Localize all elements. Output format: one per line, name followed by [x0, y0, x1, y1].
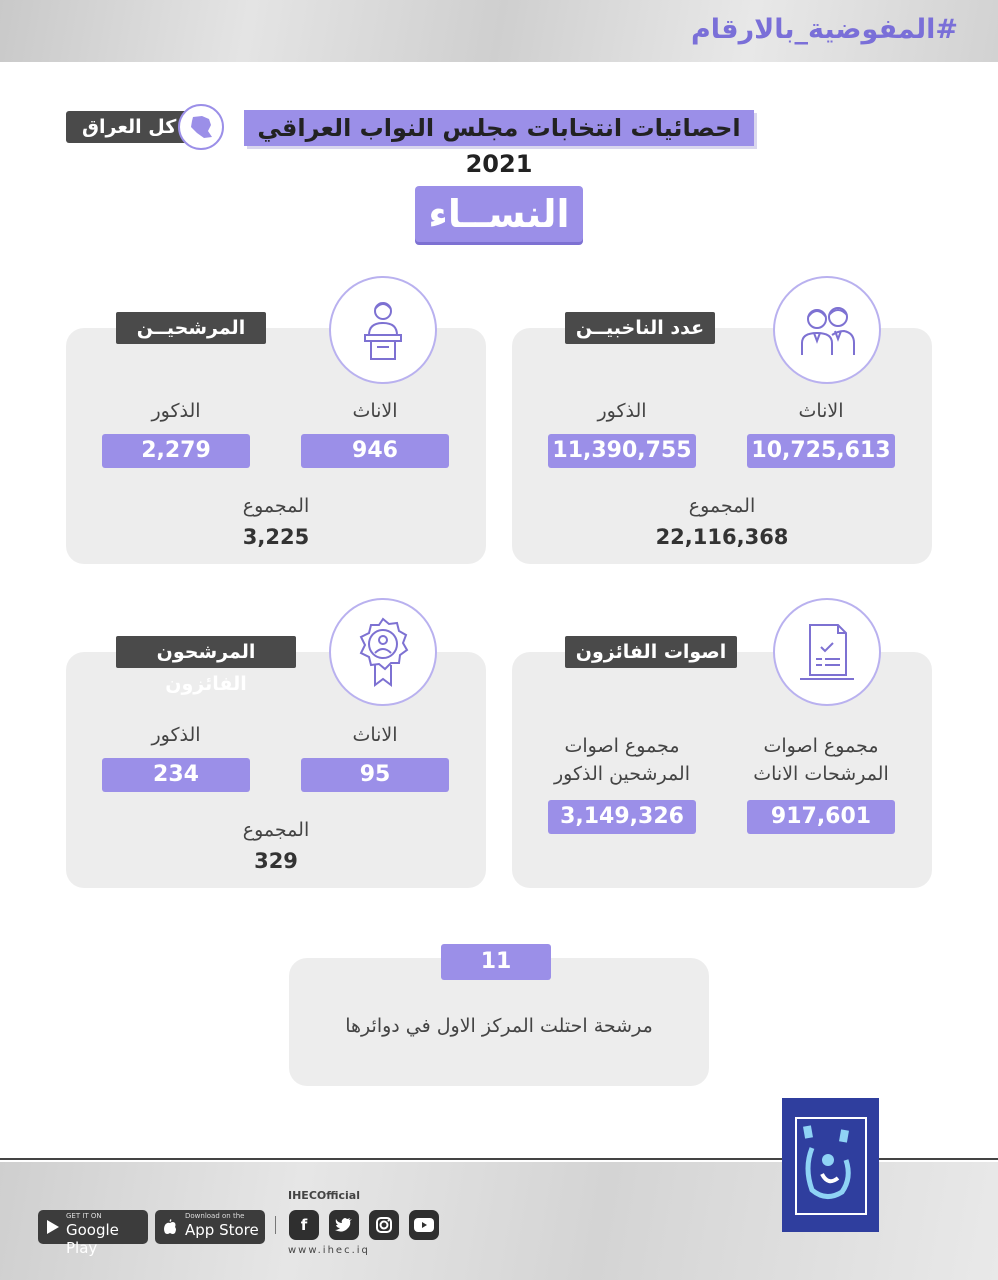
- twitter-icon[interactable]: [329, 1210, 359, 1240]
- hashtag-title: #المفوضية_بالارقام: [691, 14, 958, 45]
- candidates-male-label: الذكور: [151, 400, 201, 422]
- page-title: احصائيات انتخابات مجلس النواب العراقي 2021: [244, 110, 754, 146]
- winners-male-label: الذكور: [151, 724, 201, 746]
- facebook-icon[interactable]: f: [289, 1210, 319, 1240]
- first-place-text: مرشحة احتلت المركز الاول في دوائرها: [345, 1015, 653, 1037]
- winner-votes-female-label: [732, 732, 910, 788]
- voters-female-value: 10,725,613: [747, 434, 895, 468]
- candidates-male-value: 2,279: [102, 434, 250, 468]
- winner-votes-male-label: [533, 732, 711, 788]
- winner-votes-male-value: 3,149,326: [548, 800, 696, 834]
- winner-votes-female-label-line1: مجموع اصوات: [763, 735, 879, 757]
- app-store-button[interactable]: [155, 1210, 265, 1244]
- voters-total-value: 22,116,368: [655, 525, 789, 549]
- candidates-total-label: المجموع: [242, 495, 310, 517]
- voters-tag: عدد الناخبيــن: [565, 312, 715, 344]
- google-play-text: Google Play: [66, 1221, 119, 1257]
- winner-votes-female-label-line2: المرشحات الاناث: [753, 763, 889, 785]
- footer-separator: [275, 1216, 276, 1234]
- ballot-document-icon: [773, 598, 881, 706]
- google-play-small-text: GET IT ON: [66, 1212, 102, 1220]
- candidates-total-value: 3,225: [242, 525, 310, 549]
- app-store-text: App Store: [185, 1221, 259, 1239]
- region-label: كل العراق: [66, 111, 206, 143]
- award-badge-icon: [329, 598, 437, 706]
- winners-total-value: 329: [254, 849, 298, 873]
- google-play-button[interactable]: [38, 1210, 148, 1257]
- winners-female-label: الاناث: [352, 724, 398, 746]
- section-heading: النســاء: [415, 186, 583, 242]
- voters-male-label: الذكور: [597, 400, 647, 422]
- winners-male-value: 234: [102, 758, 250, 792]
- social-handle: IHECOfficial: [288, 1189, 360, 1202]
- voters-male-value: 11,390,755: [548, 434, 696, 468]
- youtube-icon[interactable]: [409, 1210, 439, 1240]
- winner-votes-male-label-line2: المرشحين الذكور: [553, 763, 691, 785]
- winner-votes-tag: اصوات الفائزون: [565, 636, 737, 668]
- first-place-count: 11: [441, 944, 551, 980]
- ihec-logo: [782, 1098, 879, 1232]
- play-store-icon: [46, 1219, 60, 1235]
- winners-tag: المرشحون الفائزون: [116, 636, 296, 668]
- candidates-tag: المرشحيــن: [116, 312, 266, 344]
- iraq-map-icon: [178, 104, 224, 150]
- website-url: www.ihec.iq: [288, 1245, 370, 1256]
- winners-total-label: المجموع: [242, 819, 310, 841]
- voters-total-label: المجموع: [688, 495, 756, 517]
- instagram-icon[interactable]: [369, 1210, 399, 1240]
- candidates-female-label: الاناث: [352, 400, 398, 422]
- voters-icon: [773, 276, 881, 384]
- podium-speaker-icon: [329, 276, 437, 384]
- winner-votes-female-value: 917,601: [747, 800, 895, 834]
- voters-female-label: الاناث: [798, 400, 844, 422]
- apple-icon: [163, 1218, 177, 1236]
- winner-votes-male-label-line1: مجموع اصوات: [564, 735, 680, 757]
- candidates-female-value: 946: [301, 434, 449, 468]
- winners-female-value: 95: [301, 758, 449, 792]
- app-store-small-text: Download on the: [185, 1212, 245, 1220]
